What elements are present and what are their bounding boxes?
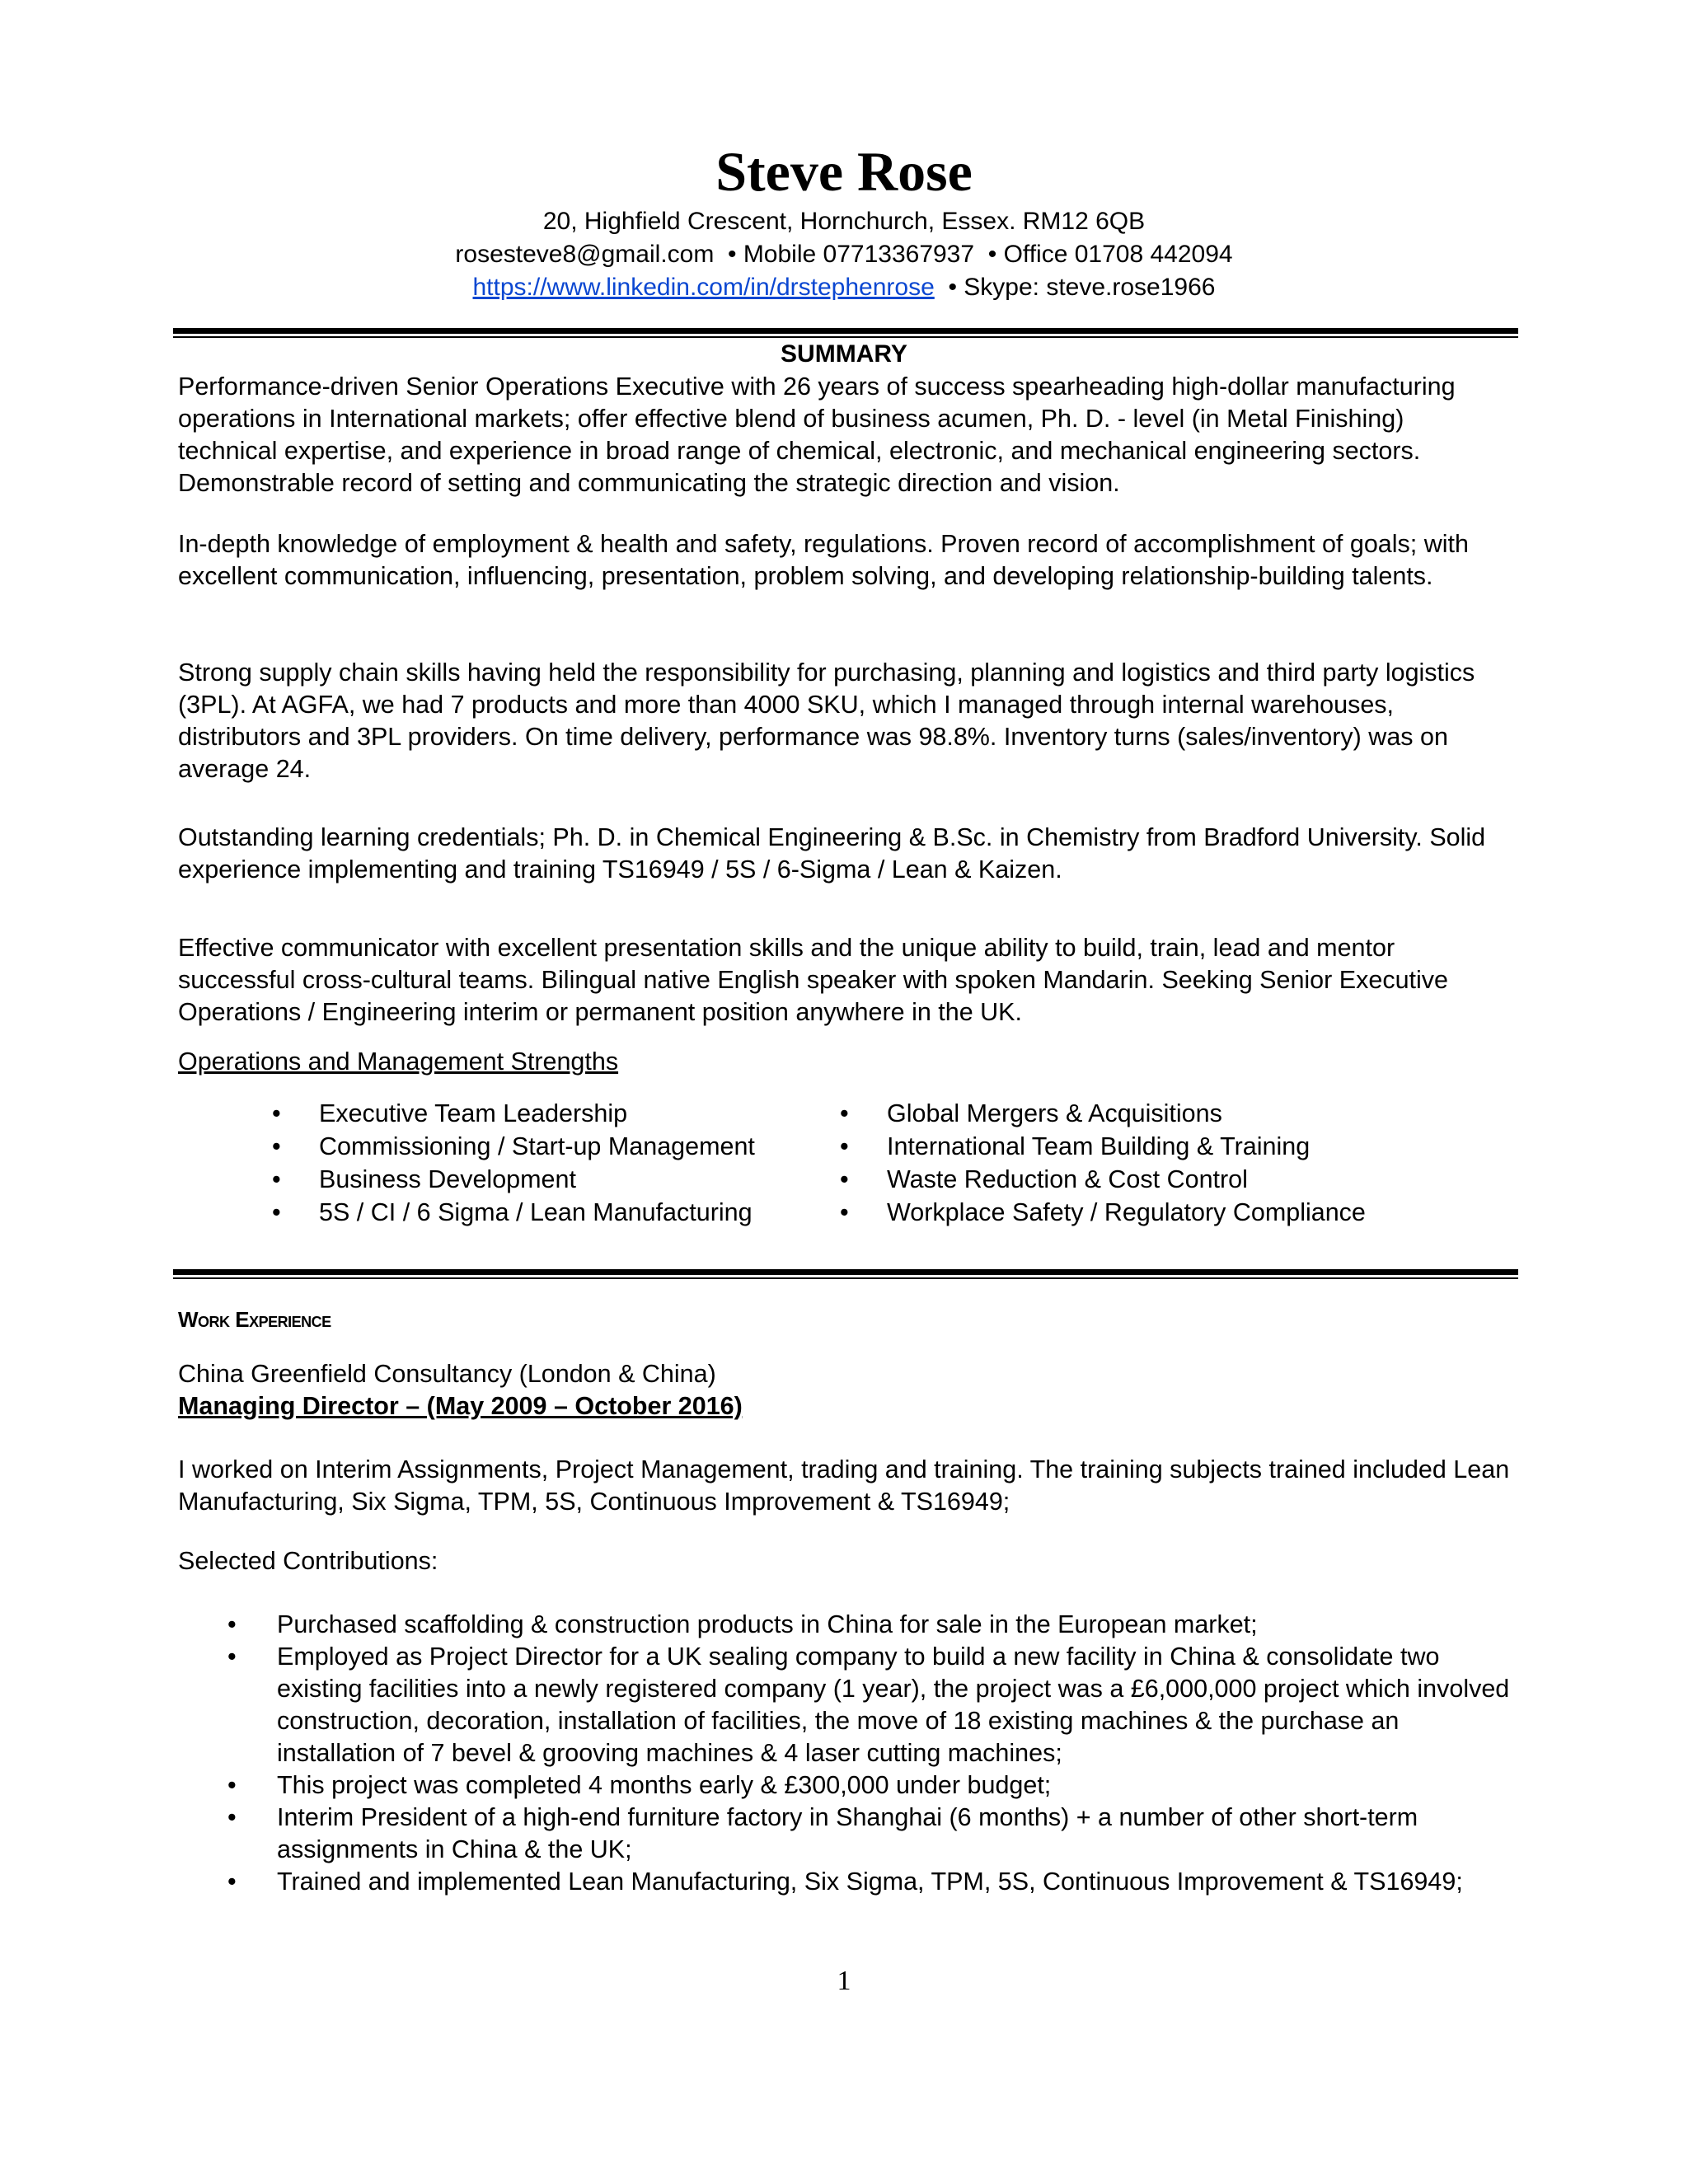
online-contacts	[0, 271, 1688, 304]
summary-paragraph: Strong supply chain skills having held the responsibility for purchasing, planning and logistics and third party logistics (3PL). At AGFA, we had 7 products and more than 4000 SKU, which I managed through internal warehouses, distributors and 3PL providers. On time delivery, performance was 98.8%. Inventory turns (sales/inventory) was on average 24.	[178, 658, 1475, 783]
bullet-icon: •	[227, 1771, 237, 1799]
list-item: • Purchased scaffolding & construction products in China for sale in the European market;	[178, 1609, 1513, 1641]
job-intro: I worked on Interim Assignments, Project Management, trading and training. The training subjects trained included Lean Manufacturing, Six Sigma, TPM, 5S, Continuous Improvement & TS16949;	[178, 1455, 1510, 1516]
summary-paragraph: Outstanding learning credentials; Ph. D. in Chemical Engineering & B.Sc. in Chemistry from Bradford University. Solid experience implementing and training TS16949 / 5S / 6-Sigma / Lean & Kaizen.	[178, 823, 1486, 883]
address: 20, Highfield Crescent, Hornchurch, Essex. RM12 6QB	[542, 208, 1146, 235]
bullet-icon: •	[840, 1198, 849, 1226]
contributions-list	[178, 1609, 1513, 1898]
job-title: Managing Director – (May 2009 – October 2016)	[178, 1392, 743, 1420]
list-item: • Employed as Project Director for a UK sealing company to build a new facility in China & consolidate two existing facilities into a newly registered company (1 year), the project was a £6,000,000 project which involved construction, decoration, installation of facilities, the move of 18 existing machines & the purchase an installation of 7 bevel & grooving machines & 4 laser cutting machines;	[227, 1643, 1510, 1767]
list-item: • Trained and implemented Lean Manufacturing, Six Sigma, TPM, 5S, Continuous Improvement & TS16949;	[178, 1866, 1513, 1898]
bullet-icon: •	[272, 1132, 281, 1160]
resume-page: Steve Rose 20, Highfield Crescent, Hornchurch, Essex. RM12 6QB rosesteve8@gmail.com • Mobile 07713367937 • Office 01708 442094 https://www.linkedin.com/in/drstephenrose • Skype: steve.rose1966 SUMMARY Performance-driven Senior Operations Executive with 26 years of success spearheading high-dollar manufacturing operations in International markets; offer effective blend of business acumen, Ph. D. - level (in Metal Finishing) technical expertise, and experience in broad range of chemical, electronic, and mechanical engineering sectors. Demonstrable record of setting and communicating the strategic direction and vision. In-depth knowledge of employment & health and safety, regulations. Proven record of accomplishment of goals; with excellent communication, influencing, presentation, problem solving, and developing relationship-building talents. Strong supply chain skills having held the responsibility for purchasing, planning and logistics and third party logistics (3PL). At AGFA, we had 7 products and more than 4000 SKU, which I managed through internal warehouses, distributors and 3PL providers. On time delivery, performance was 98.8%. Inventory turns (sales/inventory) was on average 24. Outstanding learning credentials; Ph. D. in Chemical Engineering & B.Sc. in Chemistry from Bradford University. Solid experience implementing and training TS16949 / 5S / 6-Sigma / Lean & Kaizen. Effective communicator with excellent presentation skills and the unique ability to build, train, lead and mentor successful cross-cultural teams. Bilingual native English speaker with spoken Mandarin. Seeking Senior Executive Operations / Engineering interim or permanent position anywhere in the UK. Operations and Management Strengths • Executive Team Leadership • Commissioning / Start-up Management • Business Development • 5S / CI / 6 Sigma / Lean Manufacturing • Global Mergers & Acquisitions • International Team Building & Training • Waste Reduction & Cost Control • Workplace Safety / Regulatory Compliance Work Experience China Greenfield Consultancy (London & China) Managing Director – (May 2009 – October 2016) I worked on Interim Assignments, Project Management, trading and training. The training subjects trained included Lean Manufacturing, Six Sigma, TPM, 5S, Continuous Improvement & TS16949; Selected Contributions: • Purchased scaffolding & construction products in China for sale in the European market; • Employed as Project Director for a UK sealing company to build a new facility in China & consolidate two existing facilities into a newly registered company (1 year), the project was a £6,000,000 project which involved construction, decoration, installation of facilities, the move of 18 existing machines & the purchase an installation of 7 bevel & grooving machines & 4 laser cutting machines; • This project was completed 4 months early & £300,000 under budget; • Interim President of a high-end furniture factory in Shanghai (6 months) + a number of other short-term assignments in China & the UK; • Trained and implemented Lean Manufacturing, Six Sigma, TPM, 5S, Continuous Improvement & TS16949; 1	[0, 0, 1688, 2184]
section-divider	[173, 328, 1518, 338]
work-experience-heading: Work Experience	[178, 1307, 331, 1332]
bullet-icon: •	[272, 1165, 281, 1193]
linkedin-link[interactable]: https://www.linkedin.com/in/drstephenrose	[472, 274, 935, 301]
bullet-icon: •	[272, 1099, 281, 1127]
candidate-name: Steve Rose	[715, 140, 973, 203]
summary-paragraph: In-depth knowledge of employment & health and safety, regulations. Proven record of accomplishment of goals; with excellent communication, influencing, presentation, problem solving, and developing relationship-building talents.	[178, 530, 1469, 590]
summary-paragraph: Performance-driven Senior Operations Executive with 26 years of success spearheading high-dollar manufacturing operations in International markets; offer effective blend of business acumen, Ph. D. - level (in Metal Finishing) technical expertise, and experience in broad range of chemical, electronic, and mechanical engineering sectors. Demonstrable record of setting and communicating the strategic direction and vision.	[178, 373, 1456, 497]
summary-heading: SUMMARY	[781, 340, 907, 368]
selected-contributions-label: Selected Contributions:	[178, 1547, 438, 1575]
bullet-icon: •	[840, 1132, 849, 1160]
bullet-icon: •	[227, 1868, 237, 1896]
skype-text: • Skype: steve.rose1966	[934, 274, 1216, 301]
bullet-icon: •	[227, 1610, 237, 1638]
bullet-icon: •	[840, 1165, 849, 1193]
contact-line: rosesteve8@gmail.com • Mobile 07713367937 • Office 01708 442094	[455, 241, 1233, 268]
strengths-heading: Operations and Management Strengths	[178, 1047, 619, 1076]
bullet-icon: •	[227, 1643, 237, 1671]
company-name: China Greenfield Consultancy (London & China)	[178, 1360, 716, 1388]
section-divider	[173, 1269, 1518, 1279]
page-number: 1	[837, 1966, 851, 1996]
bullet-icon: •	[272, 1198, 281, 1226]
summary-paragraph: Effective communicator with excellent presentation skills and the unique ability to build, train, lead and mentor successful cross-cultural teams. Bilingual native English speaker with spoken Mandarin. Seeking Senior Executive Operations / Engineering interim or permanent position anywhere in the UK.	[178, 934, 1449, 1026]
list-item: • This project was completed 4 months early & £300,000 under budget;	[178, 1769, 1513, 1802]
bullet-icon: •	[227, 1803, 237, 1831]
list-item: • Interim President of a high-end furniture factory in Shanghai (6 months) + a number of other short-term assignments in China & the UK;	[227, 1803, 1418, 1863]
bullet-icon: •	[840, 1099, 849, 1127]
